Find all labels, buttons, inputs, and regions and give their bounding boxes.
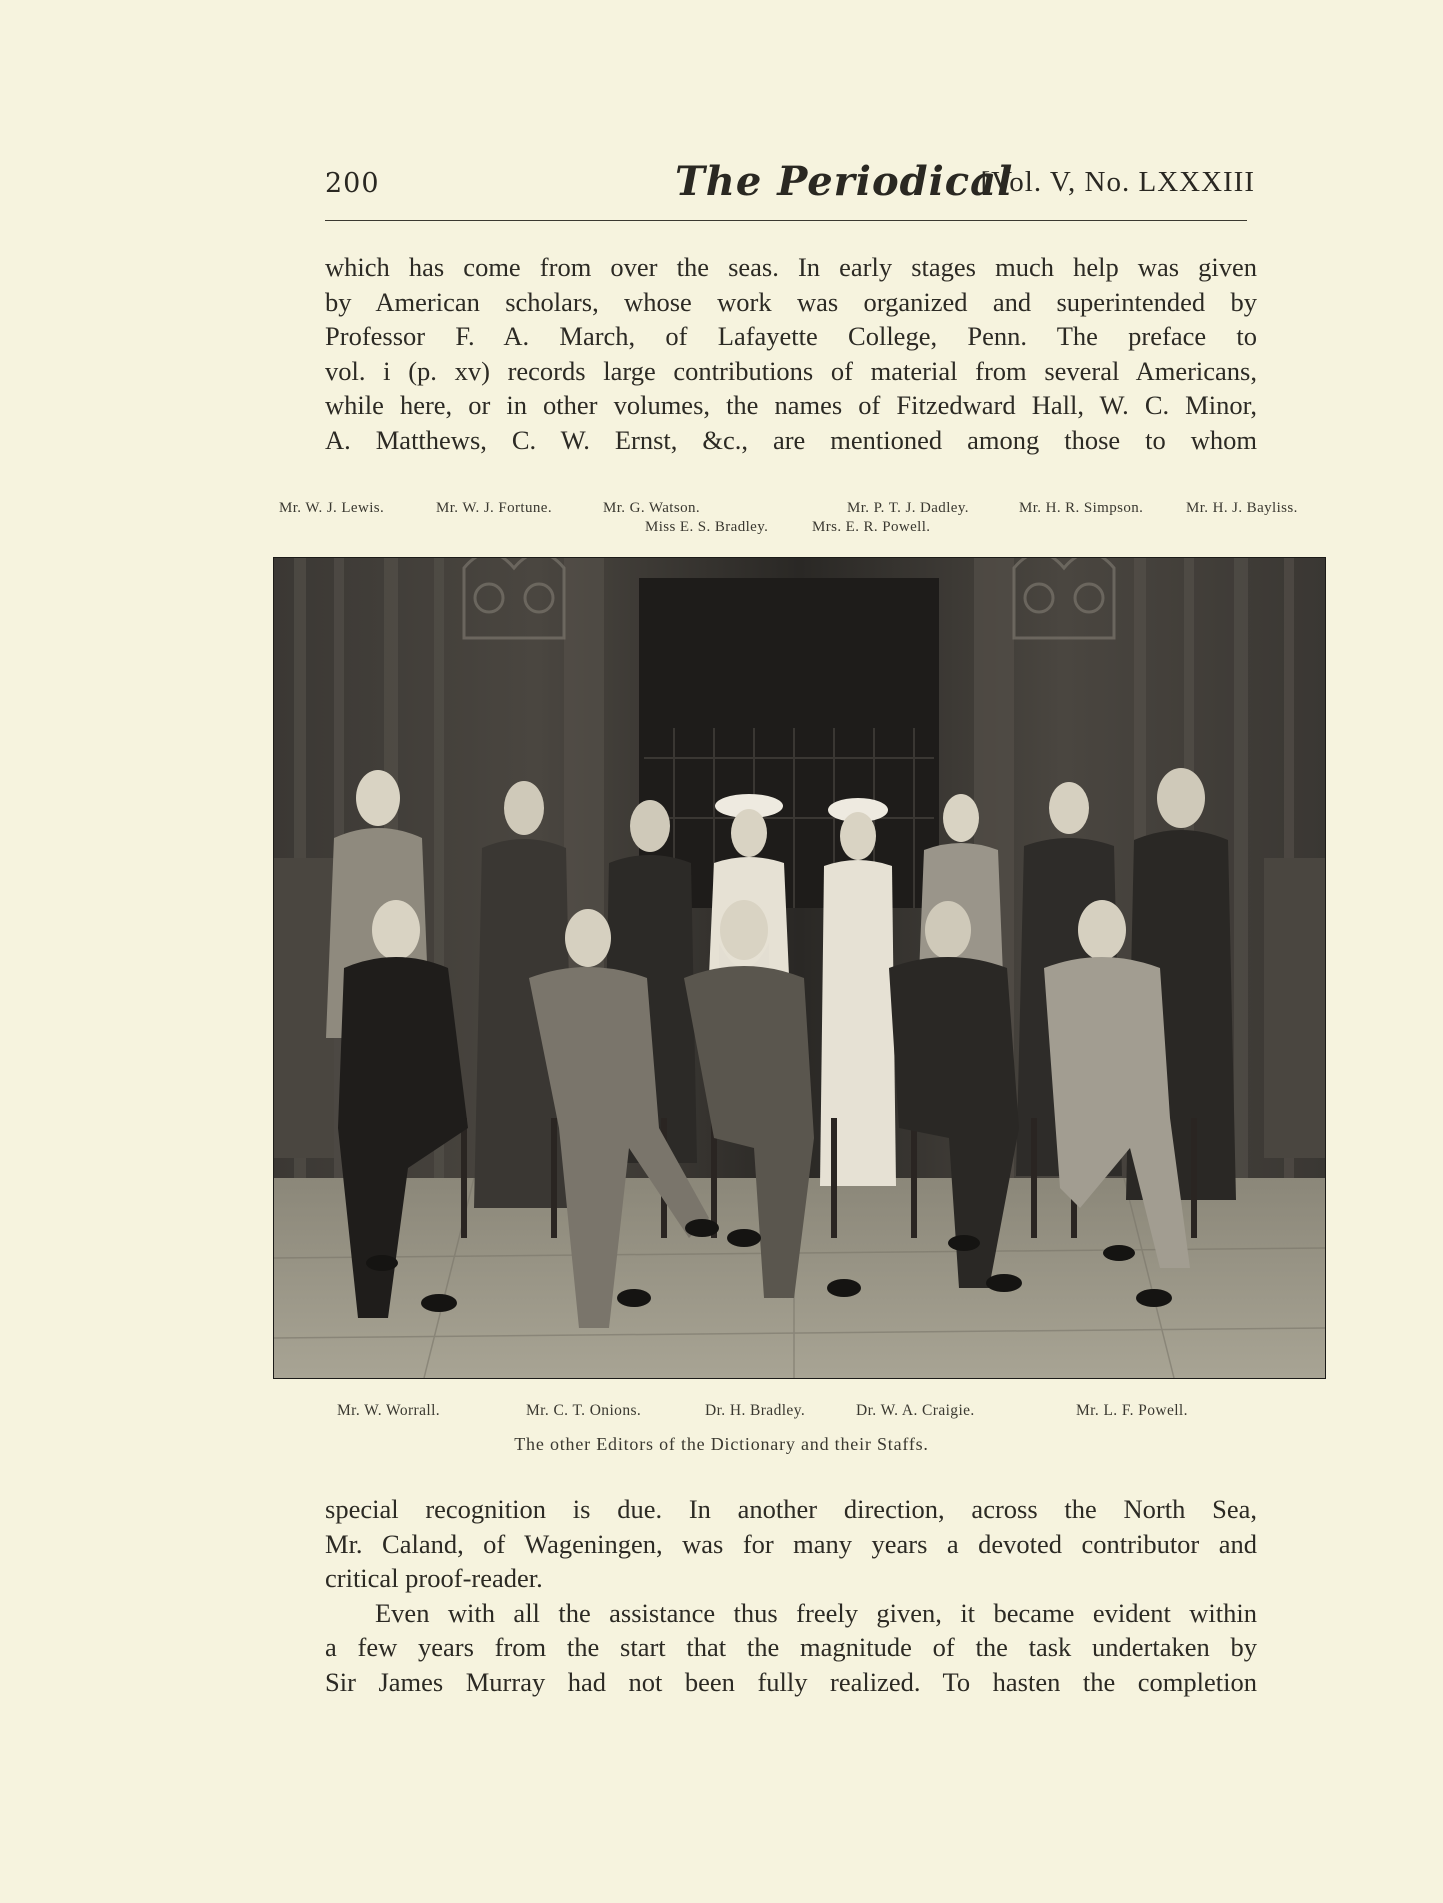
text-line: while here, or in other volumes, the names of Fitzedward Hall, W. C. Minor, xyxy=(325,390,1257,421)
header-rule xyxy=(325,220,1247,221)
photo-name-top: Mr. W. J. Fortune. xyxy=(436,500,552,516)
text-line: which has come from over the seas. In early stages much help was given xyxy=(325,252,1257,282)
photo-name-top: Miss E. S. Bradley. xyxy=(645,519,769,535)
photo-name-bottom: Mr. C. T. Onions. xyxy=(526,1402,642,1419)
photo-caption: The other Editors of the Dictionary and their Staffs. xyxy=(514,1434,929,1454)
photo-name-top: Mr. G. Watson. xyxy=(603,500,701,516)
text-line: A. Matthews, C. W. Ernst, &c., are mentioned among those to whom xyxy=(325,424,1257,455)
page-number: 200 xyxy=(325,168,380,199)
text-line: Sir James Murray had not been fully realized. To hasten the completion xyxy=(325,1666,1257,1697)
text-line: Even with all the assistance thus freely given, it became evident within xyxy=(375,1597,1257,1628)
text-line: by American scholars, whose work was organized and superintended by xyxy=(325,286,1257,317)
text-line: vol. i (p. xv) records large contributions of material from several Americans, xyxy=(325,355,1257,386)
text-line: Mr. Caland, of Wageningen, was for many years a devoted contributor and xyxy=(325,1528,1257,1559)
group-photograph xyxy=(273,557,1326,1379)
text-line: critical proof-reader. xyxy=(325,1563,543,1594)
page-header xyxy=(325,160,1255,212)
photo-name-bottom: Mr. W. Worrall. xyxy=(337,1402,441,1419)
journal-title: The Periodical xyxy=(675,158,1014,205)
text-line: special recognition is due. In another direction, across the North Sea, xyxy=(325,1494,1257,1524)
text-line: a few years from the start that the magnitude of the task undertaken by xyxy=(325,1632,1257,1663)
top-paragraph xyxy=(325,250,1257,458)
photo-name-bottom: Mr. L. F. Powell. xyxy=(1076,1402,1188,1419)
photo-name-bottom: Dr. H. Bradley. xyxy=(705,1402,806,1419)
photo-name-top: Mrs. E. R. Powell. xyxy=(812,519,931,535)
photo-name-top: Mr. H. R. Simpson. xyxy=(1019,500,1144,516)
photo-name-top: Mr. P. T. J. Dadley. xyxy=(847,500,969,516)
text-line: Professor F. A. March, of Lafayette College, Penn. The preface to xyxy=(325,321,1257,352)
photo-name-top: Mr. H. J. Bayliss. xyxy=(1186,500,1298,516)
volume-info: [Vol. V, No. LXXXIII xyxy=(980,166,1255,198)
photo-name-bottom: Dr. W. A. Craigie. xyxy=(856,1402,975,1419)
photo-name-top: Mr. W. J. Lewis. xyxy=(279,500,385,516)
bottom-paragraph xyxy=(325,1492,1257,1700)
